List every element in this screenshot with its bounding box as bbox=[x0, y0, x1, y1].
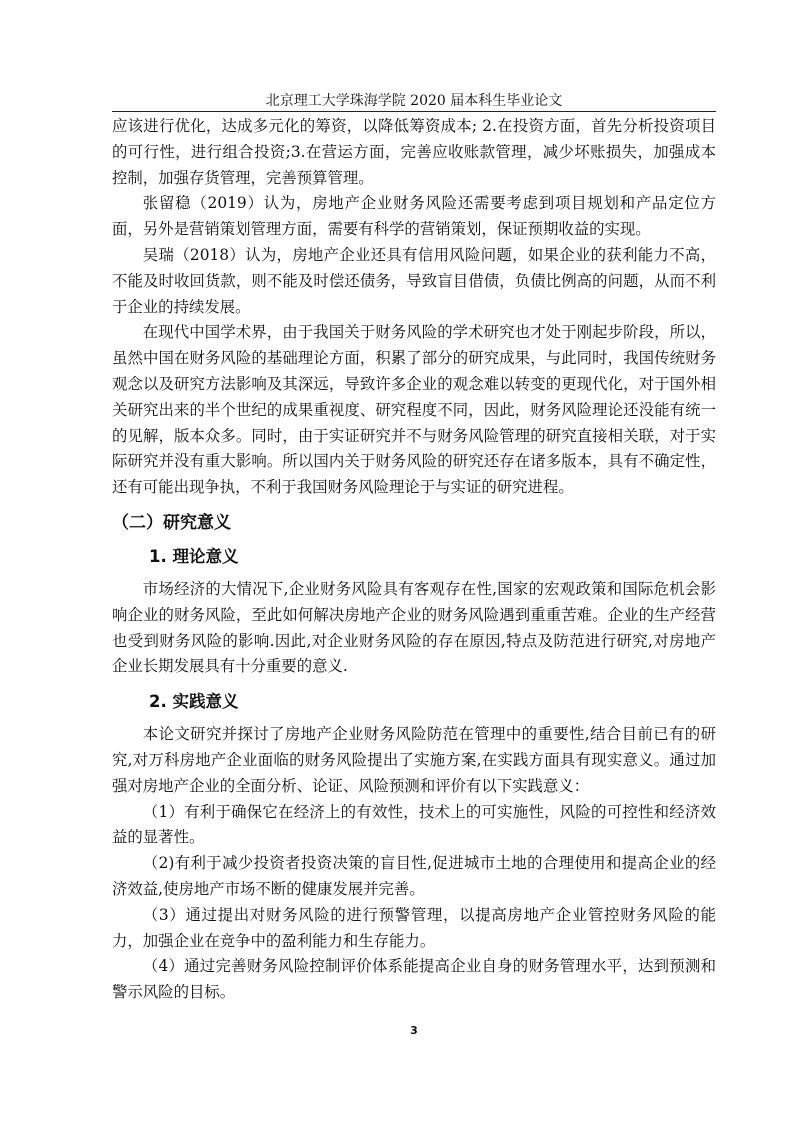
page-number: 3 bbox=[410, 1024, 418, 1037]
list-item-4: （4）通过完善财务风险控制评价体系能提高企业自身的财务管理水平，达到预测和警示风险的目标。 bbox=[112, 957, 716, 1002]
paragraph-theoretical: 市场经济的大情况下,企业财务风险具有客观存在性,国家的宏观政策和国际危机会影响企业的财务风险，至此如何解决房地产企业的财务风险遇到重重苦难。企业的生产经营也受到财务风险的影响.因此,对企业财务风险的存在原因,特点及防范进行研究,对房地产企业长期发展具有十分重要的意义. bbox=[112, 579, 716, 676]
paragraph-wu: 吴瑞（2018）认为，房地产企业还具有信用风险问题，如果企业的获利能力不高，不能及时收回货款，则不能及时偿还债务，导致盲目借债，负债比例高的问题，从而不利于企业的持续发展。 bbox=[112, 245, 716, 316]
page-header: 北京理工大学珠海学院 2020 届本科生毕业论文 bbox=[265, 93, 563, 109]
list-item-3: （3）通过提出对财务风险的进行预警管理，以提高房地产企业管控财务风险的能力，加强企业在竞争中的盈利能力和生存能力。 bbox=[112, 905, 716, 950]
list-item-1: （1）有利于确保它在经济上的有效性，技术上的可实施性，风险的可控性和经济效益的显著性。 bbox=[112, 802, 716, 847]
paragraph-practical: 本论文研究并探讨了房地产企业财务风险防范在管理中的重要性,结合目前已有的研究,对万科房地产企业面临的财务风险提出了实施方案,在实践方面具有现实意义。通过加强对房地产企业的全面分析、论证、风险预测和评价有以下实践意义： bbox=[112, 725, 716, 795]
paragraph-continued: 应该进行优化，达成多元化的筹资，以降低筹资成本; 2.在投资方面，首先分析投资项目的可行性，进行组合投资;3.在营运方面，完善应收账款管理，减少坏账损失，加强成本控制，加强存货管理，完善预算管理。 bbox=[112, 117, 716, 187]
subheading-theoretical-significance: 1. 理论意义 bbox=[149, 546, 239, 566]
header-divider bbox=[112, 111, 716, 112]
paragraph-zhang: 张留稳（2019）认为，房地产企业财务风险还需要考虑到项目规划和产品定位方面，另外是营销策划管理方面，需要有科学的营销策划，保证预期收益的实现。 bbox=[112, 194, 716, 239]
document-body bbox=[112, 114, 716, 1006]
section-heading-research-significance: （二）研究意义 bbox=[112, 512, 231, 533]
subheading-practical-significance: 2. 实践意义 bbox=[149, 692, 239, 712]
paragraph-domestic-research: 在现代中国学术界，由于我国关于财务风险的学术研究也才处于刚起步阶段，所以，虽然中国在财务风险的基础理论方面，积累了部分的研究成果，与此同时，我国传统财务观念以及研究方法影响及其深远，导致许多企业的观念难以转变的更现代化，对于国外相关研究出来的半个世纪的成果重视度、研究程度不同，因此，财务风险理论还没能有统一的见解，版本众多。同时，由于实证研究并不与财务风险管理的研究直接相关联，对于实际研究并没有重大影响。所以国内关于财务风险的研究还存在诸多版本，具有不确定性，还有可能出现争执，不利于我国财务风险理论于与实证的研究进程。 bbox=[112, 323, 716, 497]
list-item-2: （2)有利于减少投资者投资决策的盲目性,促进城市土地的合理使用和提高企业的经济效益,使房地产市场不断的健康发展并完善。 bbox=[112, 854, 716, 898]
